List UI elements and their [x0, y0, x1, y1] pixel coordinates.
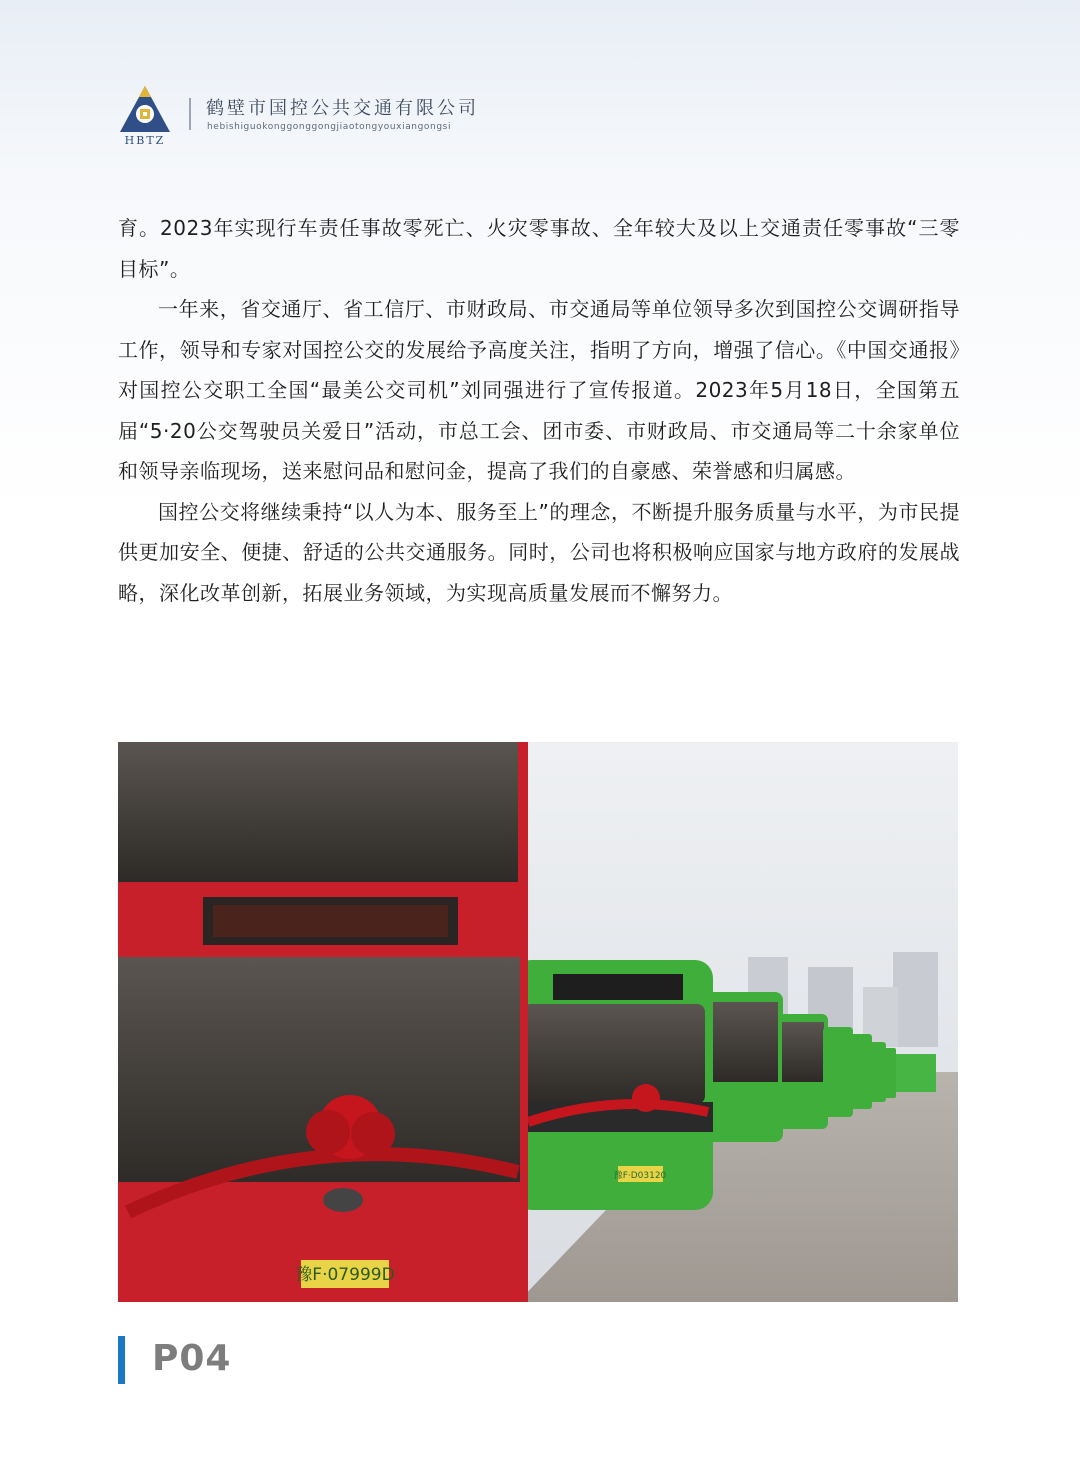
paragraph-2: 一年来，省交通厅、省工信厅、市财政局、市交通局等单位领导多次到国控公交调研指导工作，领导和专家对国控公交的发展给予高度关注，指明了方向，增强了信心。《中国交通报》对国控公交职工全国“最美公交司机”刘同强进行了宣传报道。2023年5月18日，全国第五届“5·20公交驾驶员关爱日”活动，市总工会、团市委、市财政局、市交通局等二十余家单位和领导亲临现场，送来慰问品和慰问金，提高了我们的自豪感、荣誉感和归属感。 [118, 297, 960, 483]
red-double-decker-bus [118, 742, 528, 1302]
paragraph-1: 育。2023年实现行车责任事故零死亡、火灾零事故、全年较大及以上交通责任零事故“三零目标”。 [118, 216, 960, 281]
logo-text: HBTZ [124, 134, 166, 147]
header-divider [189, 98, 191, 130]
bus-fleet-photo [118, 742, 958, 1302]
front-plate: 豫F·07999D [295, 1265, 395, 1285]
second-plate: 豫F·D03120 [613, 1171, 667, 1181]
company-name: 鹤壁市国控公共交通有限公司 [206, 98, 479, 119]
green-bus [513, 960, 713, 1210]
page-number-accent-bar [118, 1336, 125, 1384]
paragraph-3: 国控公交将继续秉持“以人为本、服务至上”的理念，不断提升服务质量与水平，为市民提供更加安全、便捷、舒适的公共交通服务。同时，公司也将积极响应国家与地方政府的发展战略，深化改革创新，拓展业务领域，为实现高质量发展而不懈努力。 [118, 499, 960, 605]
article-body [118, 208, 960, 613]
company-pinyin: hebishiguokonggonggongjiaotongyouxiangongsi [207, 122, 452, 132]
page-number: P04 [152, 1338, 232, 1379]
page-header [118, 84, 538, 150]
